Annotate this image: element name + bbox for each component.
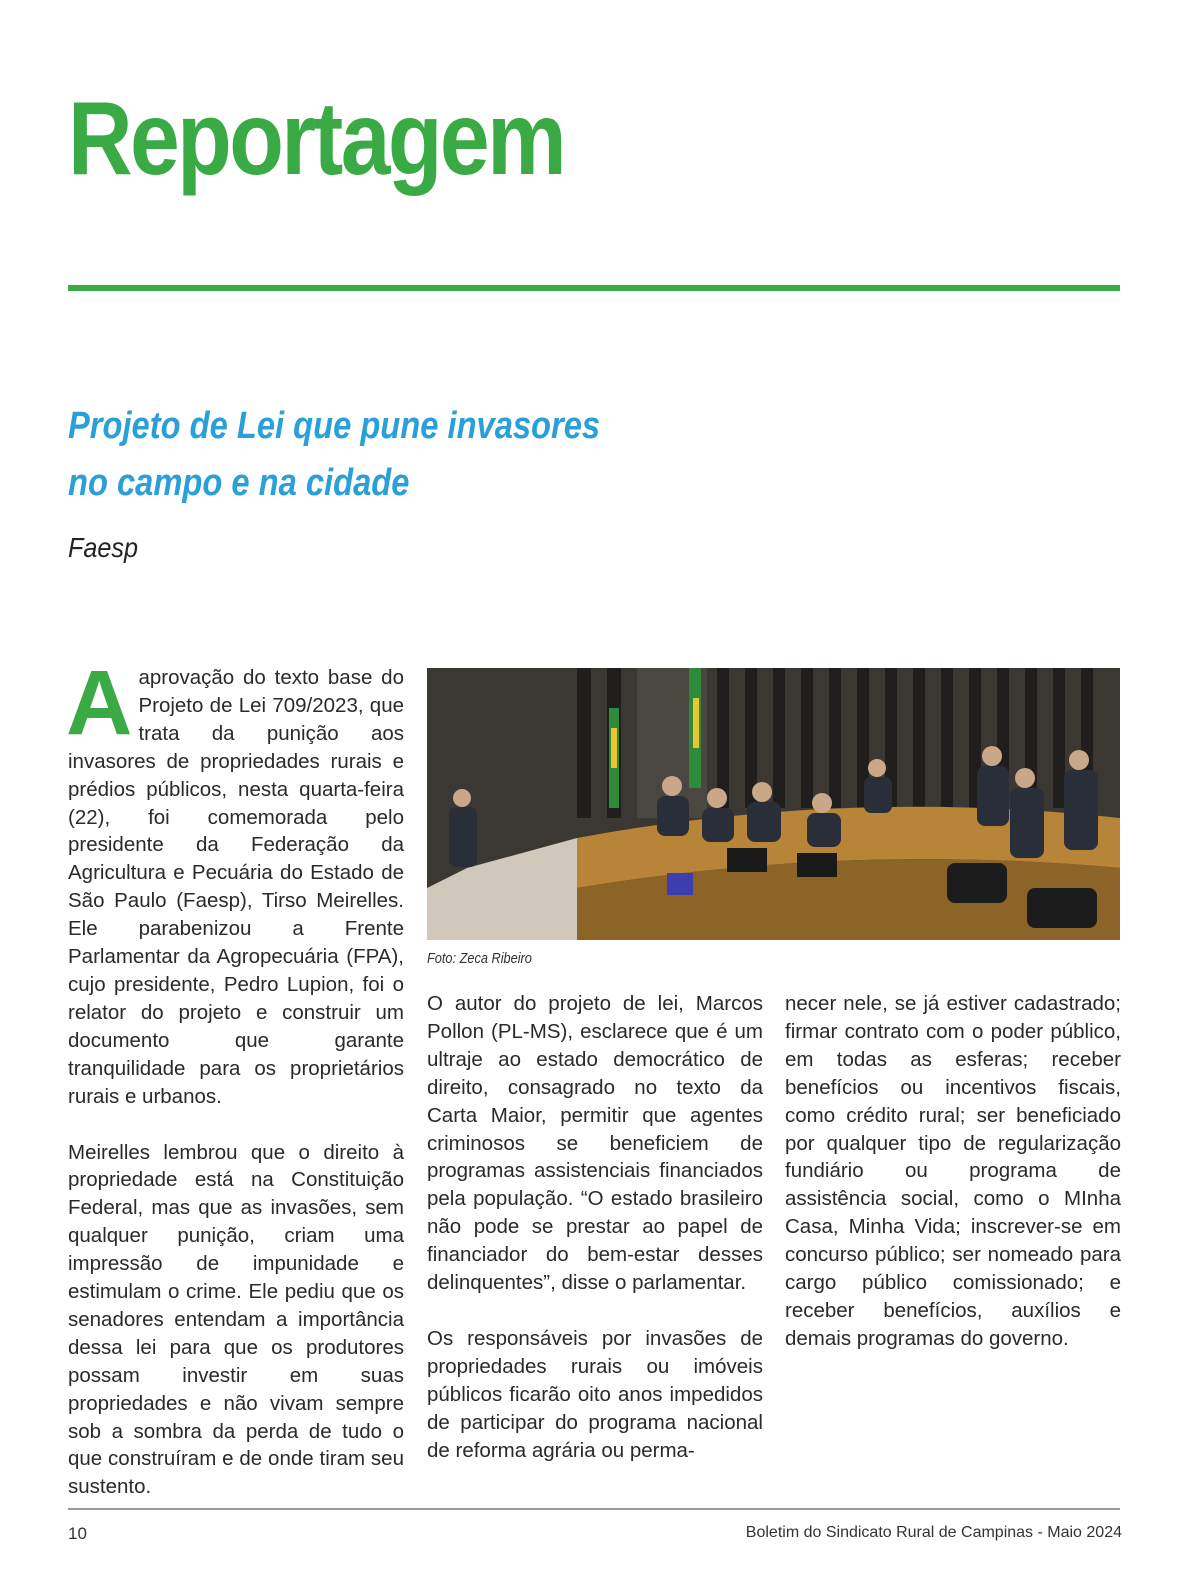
plenary-photo-illustration [427,668,1120,940]
drop-cap: A [66,652,133,754]
paragraph-text: aprovação do texto base do Projeto de Lei 709/2023, que trata da punição aos invasores de propriedades rurais e prédios públicos, nesta quarta-feira (22), foi comemorada pelo presidente da Federação da Agricultura e Pecuária do Estado de São Paulo (Faesp), Tirso Meirelles. Ele parabenizou a Frente Parlamentar da Agropecuária (FPA), cujo presidente, Pedro Lupion, foi o relator do projeto e construir um documento que garante tranquilidade para os proprietários rurais e urbanos. [68,666,404,1108]
paragraph: necer nele, se já estiver cadastrado; firmar contrato com o poder público, em todas as esferas; receber benefícios ou incentivos fiscais, como crédito rural; ser beneficiado por qualquer tipo de regularização fundiário ou programa de assistência social, como o MInha Casa, Minha Vida; inscrever-se em concurso público; ser nomeado para cargo público comissionado; e receber benefícios, auxílios e demais programas do governo. [785,992,1121,1350]
plenary-session-photo [427,668,1120,940]
paragraph: Meirelles lembrou que o direito à propriedade está na Constituição Federal, mas que as invasões, sem qualquer punição, criam uma impressão de impunidade e estimulam o crime. Ele pediu que os senadores entendam a importância dessa lei para que os produtores possam investir em suas propriedades e não vivam sempre sob a sombra da perda de tudo o que construíram e de onde tiram seu sustento. [68,1140,404,1499]
headline-line-1: Projeto de Lei que pune invasores [68,405,601,447]
headline-line-2: no campo e na cidade [68,462,410,504]
article-byline: Faesp [68,532,139,563]
section-title: Reportagem [68,81,565,197]
article-headline [68,398,687,512]
paragraph: O autor do projeto de lei, Marcos Pollon (PL-MS), esclarece que é um ultraje ao estado democrático de direito, consagrado no texto da Carta Maior, permitir que agentes criminosos se beneficiem de programas assistenciais financiados pela população. “O estado brasileiro não pode se prestar ao papel de financiador do bem-estar desses delinquentes”, disse o parlamentar. [427,992,763,1295]
title-divider [68,285,1120,291]
article-column-3 [785,990,1121,1353]
paragraph: Os responsáveis por invasões de propriedades rurais ou imóveis públicos ficarão oito anos impedidos de participar do programa nacional de reforma agrária ou perma- [427,1326,763,1462]
article-column-2 [427,990,763,1465]
photo-caption: Foto: Zeca Ribeiro [427,950,532,967]
article-column-1 [66,652,404,1501]
paragraph [66,652,404,1111]
publication-footer: Boletim do Sindicato Rural de Campinas - Maio 2024 [745,1524,1122,1541]
page-number: 10 [68,1524,87,1543]
footer-divider [68,1508,1120,1510]
